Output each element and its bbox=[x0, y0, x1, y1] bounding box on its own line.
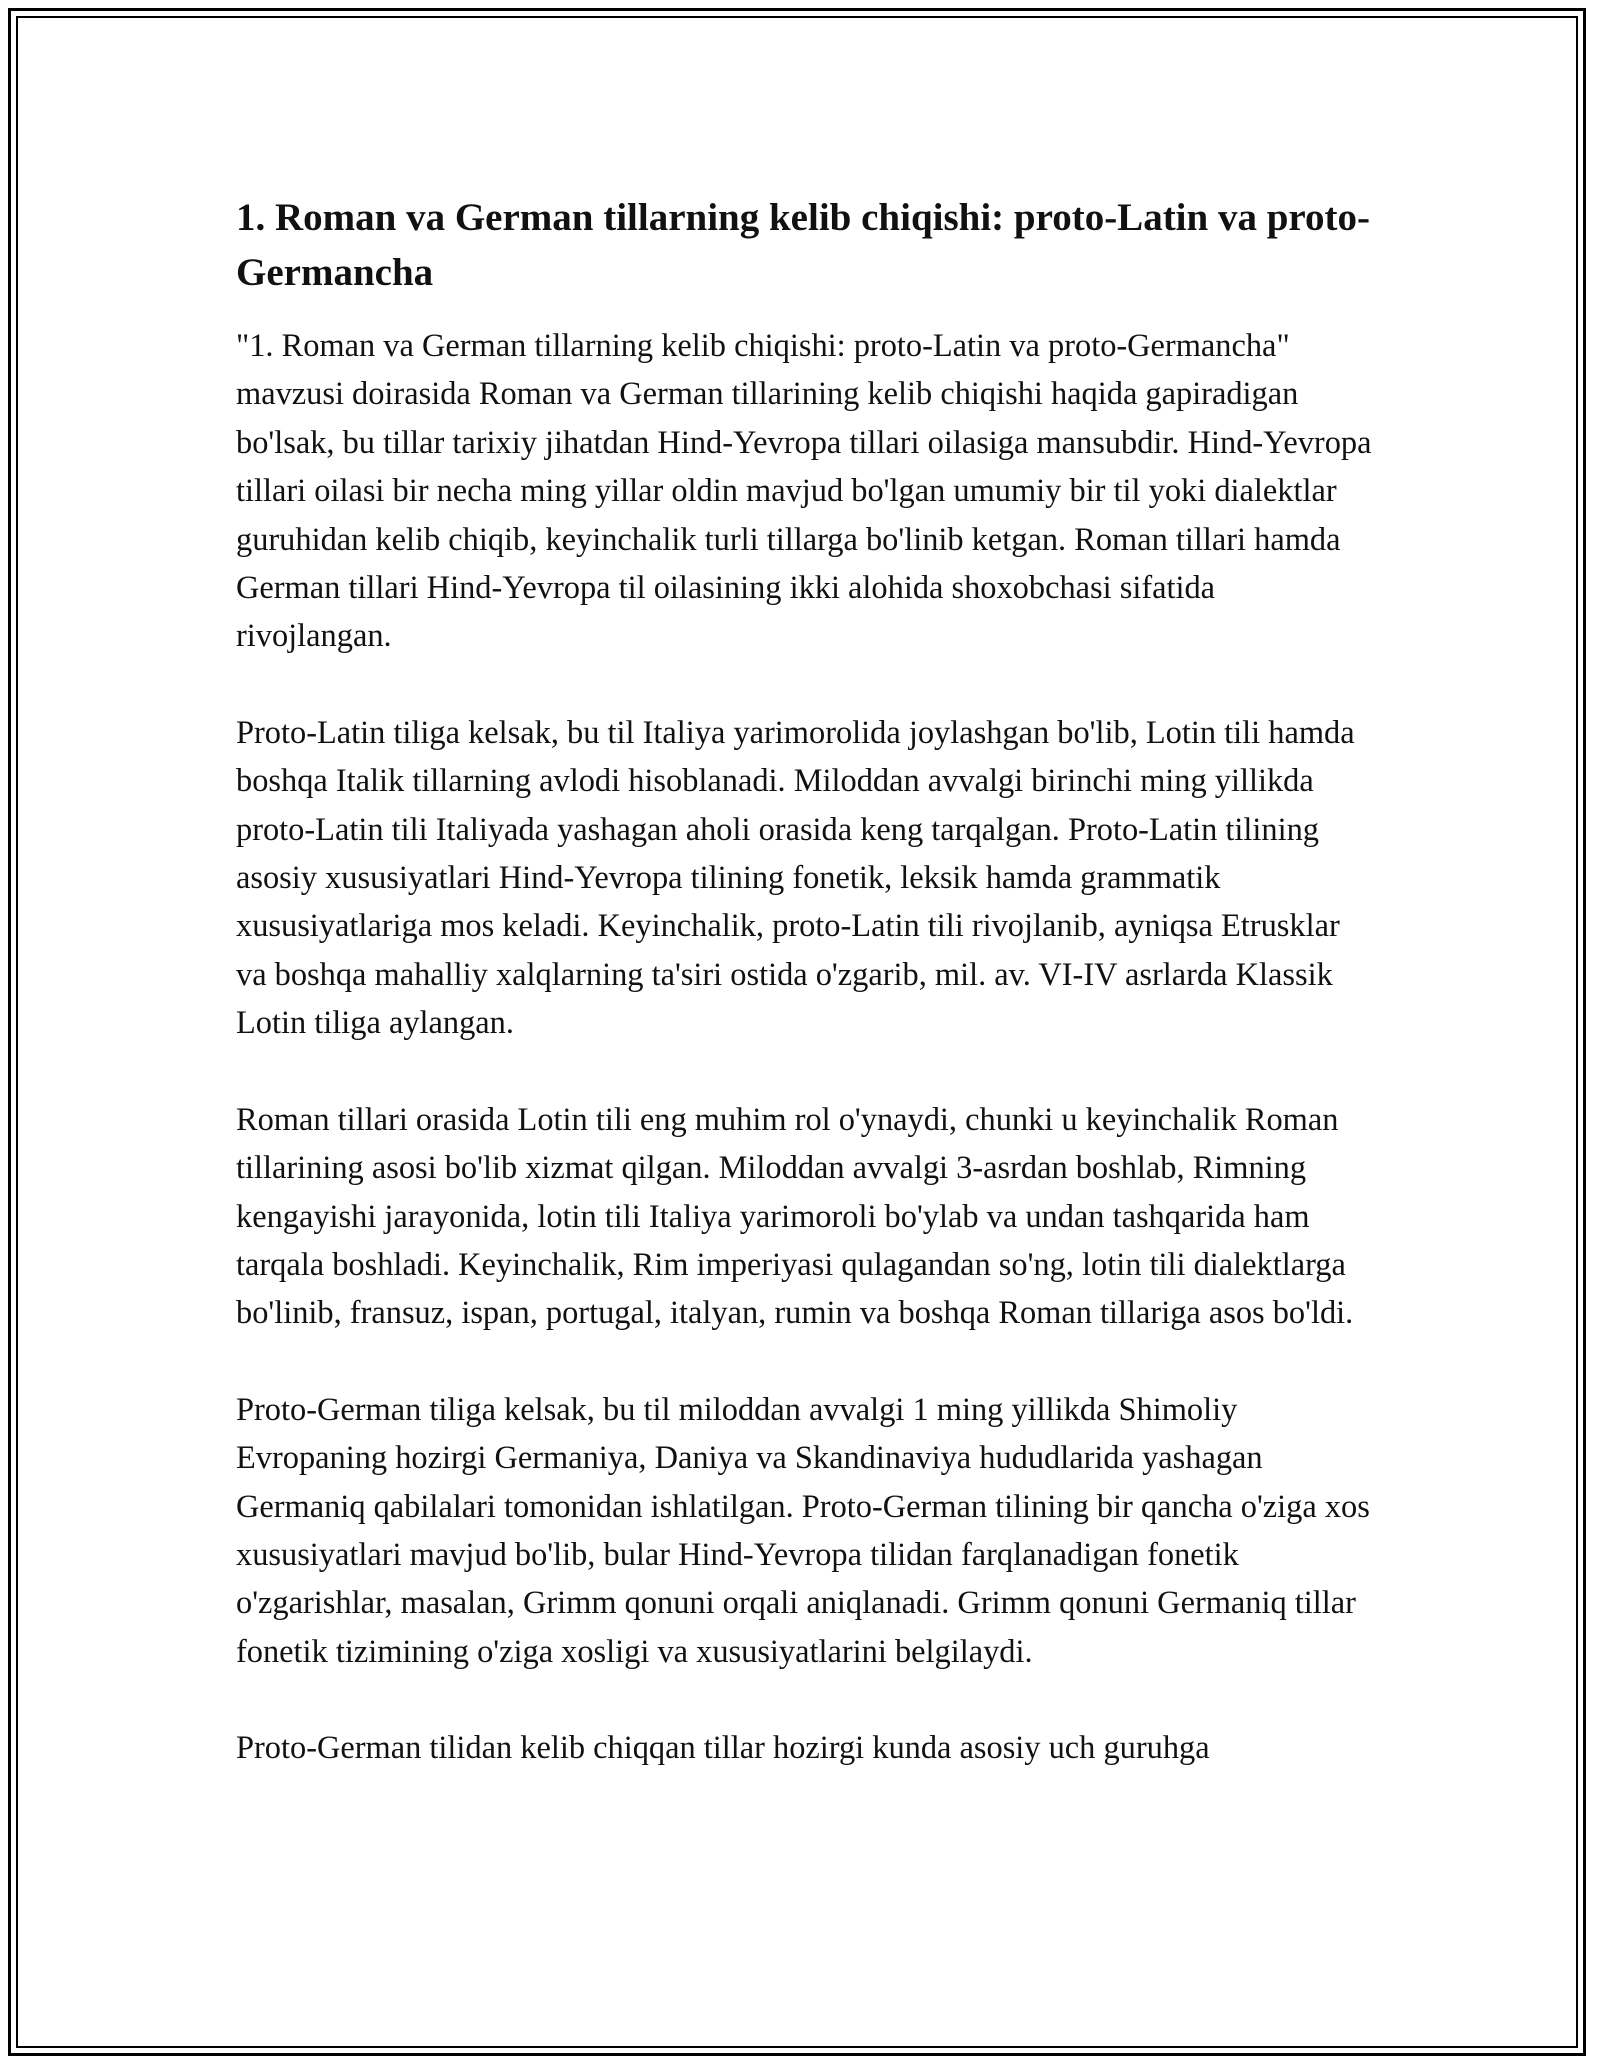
paragraph-1: "1. Roman va German tillarning kelib chiqishi: proto-Latin va proto-Germancha" mavzusi doirasida Roman va German tillarining kelib chiqishi haqida gapiradigan bo'lsak, bu tillar tarixiy jihatdan Hind-Yevropa tillari oilasiga mansubdir. Hind-Yevropa tillari oilasi bir necha ming yillar oldin mavjud bo'lgan umumiy bir til yoki dialektlar guruhidan kelib chiqib, keyinchalik turli tillarga bo'linib ketgan. Roman tillari hamda German tillari Hind-Yevropa til oilasining ikki alohida shoxobchasi sifatida rivojlangan. bbox=[236, 328, 1372, 655]
paragraph-5: Proto-German tilidan kelib chiqqan tillar hozirgi kunda asosiy uch guruhga bbox=[236, 1730, 1210, 1767]
paragraph-3: Roman tillari orasida Lotin tili eng muhim rol o'ynaydi, chunki u keyinchalik Roman tillarining asosi bo'lib xizmat qilgan. Miloddan avvalgi 3-asrdan boshlab, Rimning kengayishi jarayonida, lotin tili Italiya yarimoroli bo'ylab va undan tashqarida ham tarqala boshladi. Keyinchalik, Rim imperiyasi qulagandan so'ng, lotin tili dialektlarga bo'linib, fransuz, ispan, portugal, italyan, rumin va boshqa Roman tillariga asos bo'ldi. bbox=[236, 1101, 1354, 1332]
document-body bbox=[236, 190, 1376, 1773]
section-heading: 1. Roman va German tillarning kelib chiqishi: proto-Latin va proto-Germancha bbox=[236, 196, 1370, 294]
paragraph-2: Proto-Latin tiliga kelsak, bu til Italiya yarimorolida joylashgan bo'lib, Lotin tili hamda boshqa Italik tillarning avlodi hisoblanadi. Miloddan avvalgi birinchi ming yillikda proto-Latin tili Italiyada yashagan aholi orasida keng tarqalgan. Proto-Latin tilining asosiy xususiyatlari Hind-Yevropa tilining fonetik, leksik hamda grammatik xususiyatlariga mos keladi. Keyinchalik, proto-Latin tili rivojlanib, ayniqsa Etrusklar va boshqa mahalliy xalqlarning ta'siri ostida o'zgarib, mil. av. VI-IV asrlarda Klassik Lotin tiliga aylangan. bbox=[236, 714, 1355, 1042]
paragraph-4: Proto-German tiliga kelsak, bu til miloddan avvalgi 1 ming yillikda Shimoliy Evropaning hozirgi Germaniya, Daniya va Skandinaviya hududlarida yashagan Germaniq qabilalari tomonidan ishlatilgan. Proto-German tilining bir qancha o'ziga xos xususiyatlari mavjud bo'lib, bular Hind-Yevropa tilidan farqlanadigan fonetik o'zgarishlar, masalan, Grimm qonuni orqali aniqlanadi. Grimm qonuni Germaniq tillar fonetik tizimining o'ziga xosligi va xususiyatlarini belgilaydi. bbox=[236, 1391, 1370, 1670]
